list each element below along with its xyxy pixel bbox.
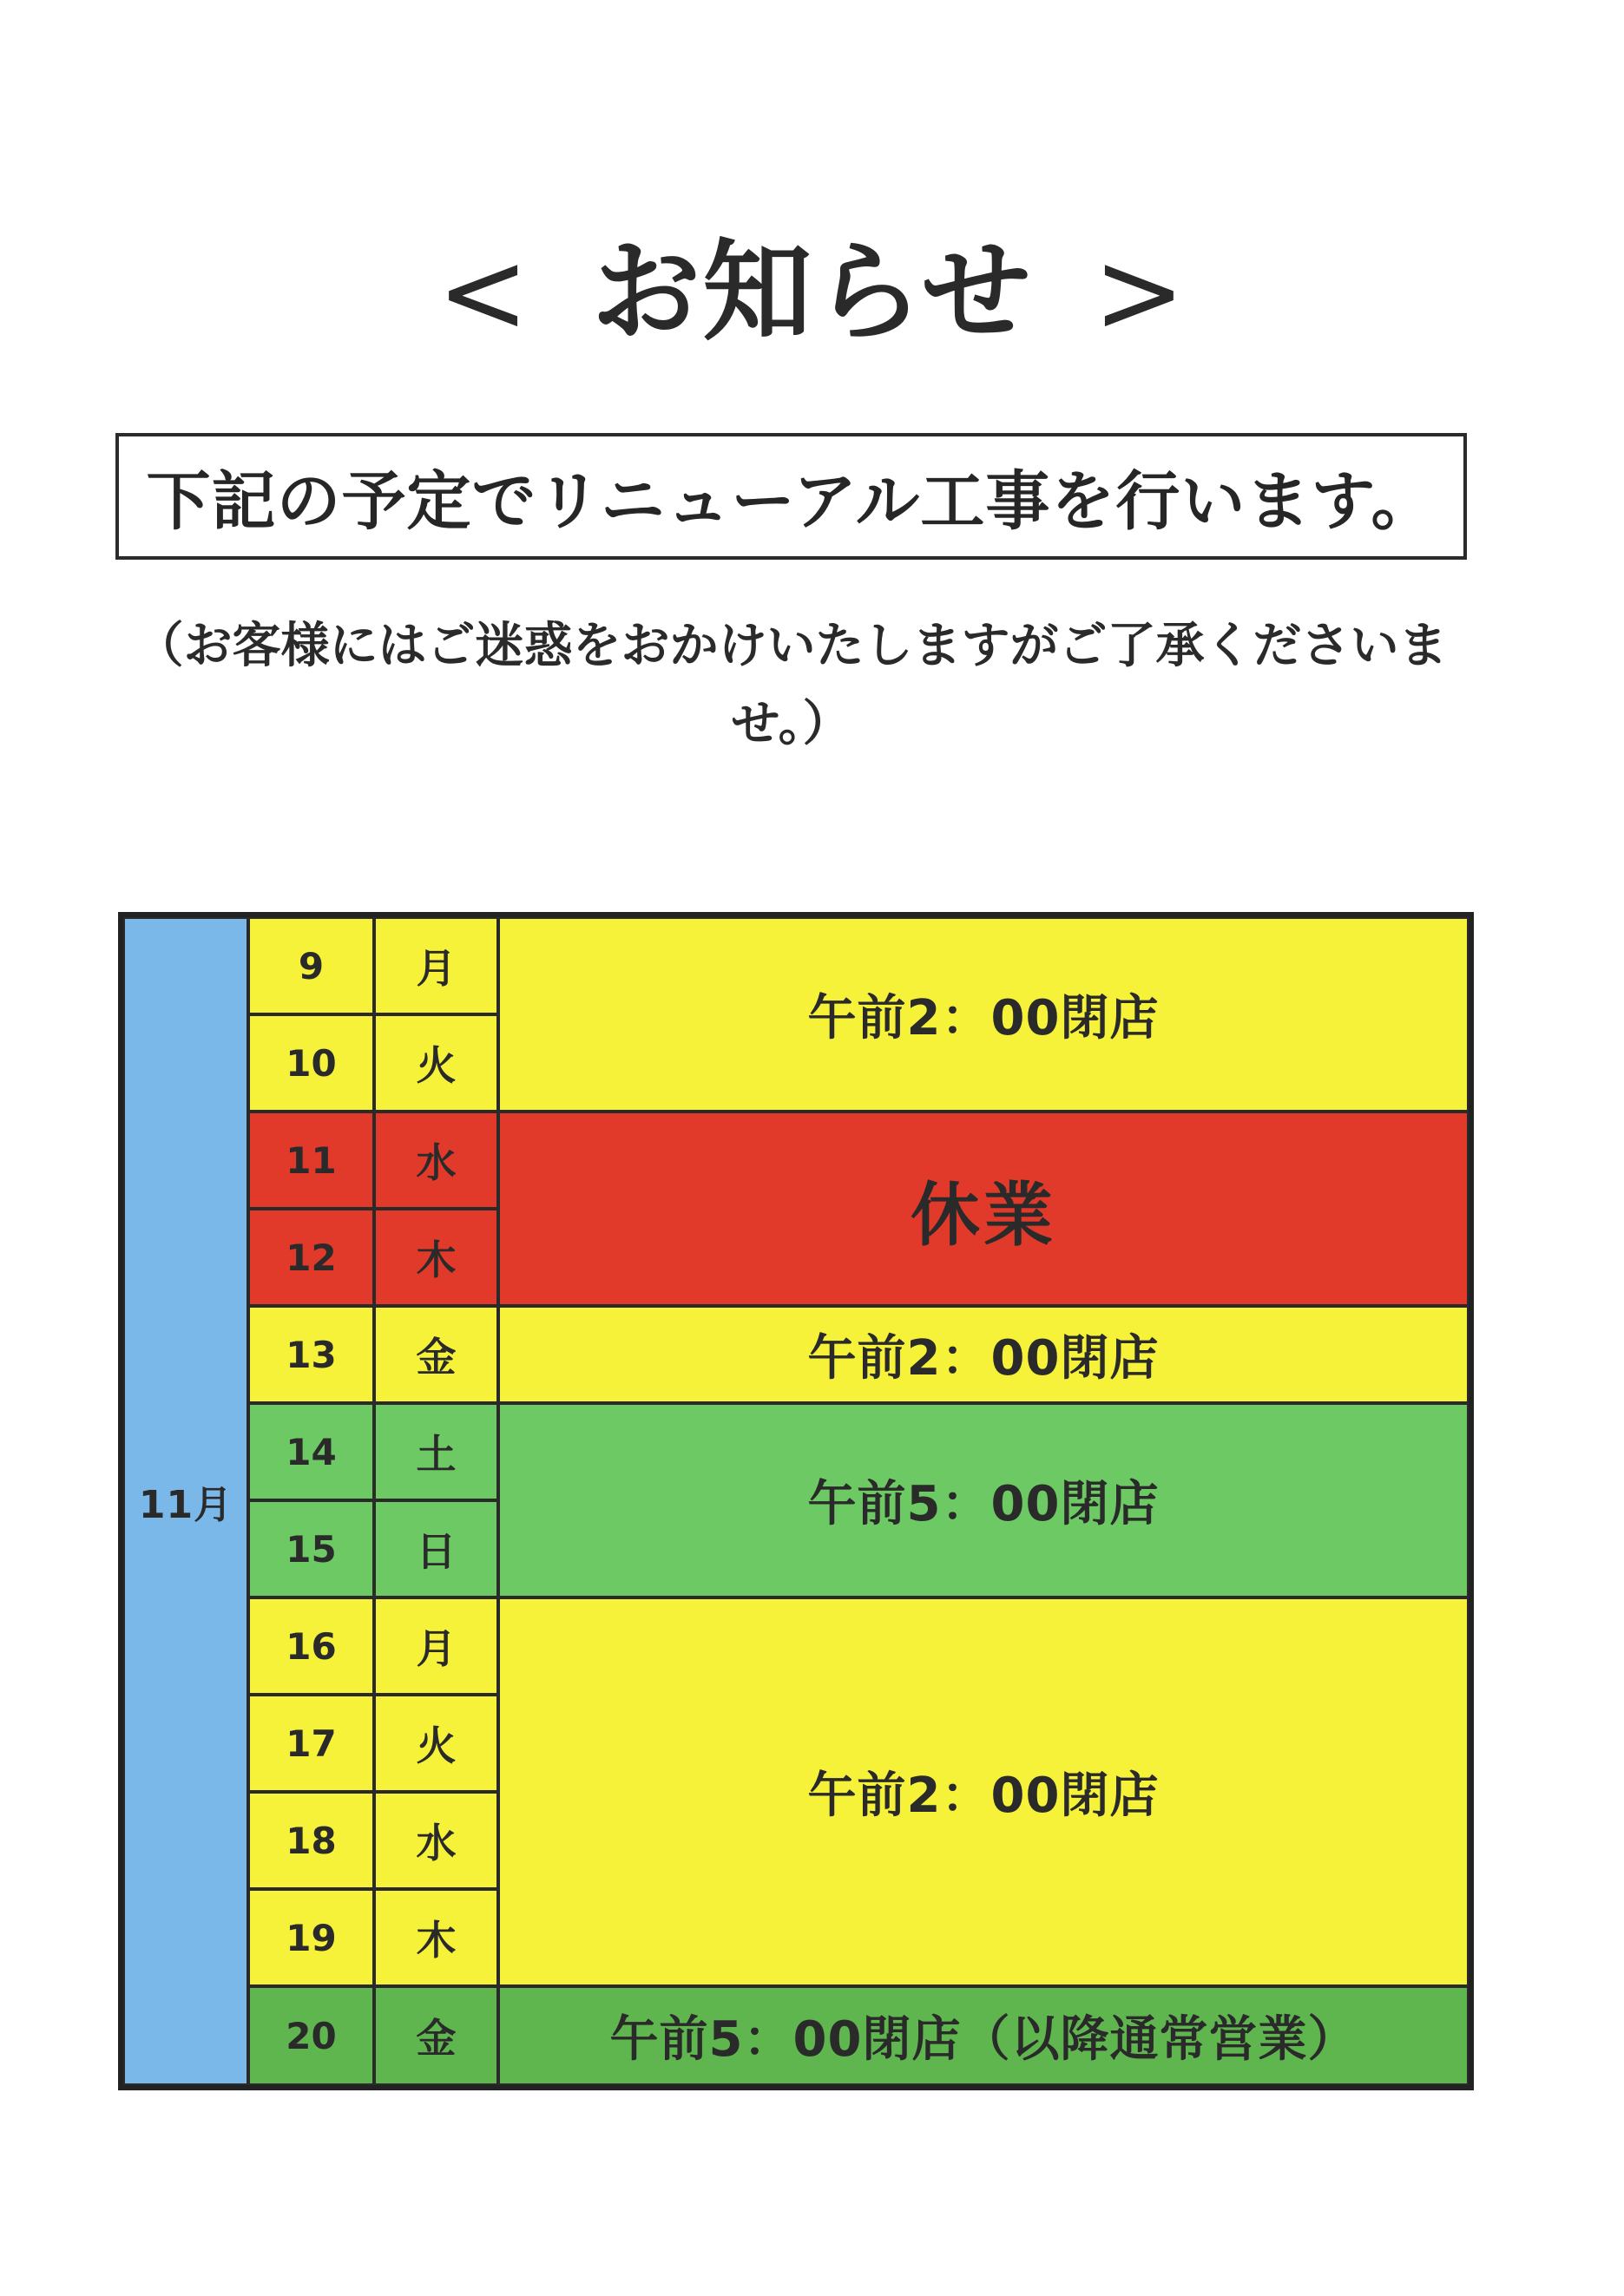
month-cell xyxy=(123,917,248,2085)
weekday-cell: 月 xyxy=(374,917,498,1014)
date-cell: 15 xyxy=(248,1500,374,1597)
status-cell: 午前5：00閉店 xyxy=(498,1403,1469,1597)
weekday-cell: 水 xyxy=(374,1792,498,1889)
date-cell: 20 xyxy=(248,1986,374,2085)
weekday-cell: 日 xyxy=(374,1500,498,1597)
weekday-cell: 水 xyxy=(374,1112,498,1209)
month-label: 11月 xyxy=(138,1483,233,1527)
weekday-cell: 火 xyxy=(374,1014,498,1112)
date-cell: 11 xyxy=(248,1112,374,1209)
date-cell: 16 xyxy=(248,1597,374,1695)
renewal-notice-box xyxy=(115,433,1467,560)
weekday-cell: 土 xyxy=(374,1403,498,1500)
weekday-cell: 金 xyxy=(374,1986,498,2085)
date-cell: 10 xyxy=(248,1014,374,1112)
weekday-cell: 木 xyxy=(374,1889,498,1986)
status-cell: 午前2：00閉店 xyxy=(498,917,1469,1112)
schedule-table xyxy=(118,912,1474,2090)
date-cell: 17 xyxy=(248,1695,374,1792)
weekday-cell: 木 xyxy=(374,1209,498,1306)
title-right-bracket: > xyxy=(1093,225,1187,359)
status-cell: 午前2：00閉店 xyxy=(498,1597,1469,1986)
status-cell-closed: 休業 xyxy=(498,1112,1469,1306)
apology-note: （お客様にはご迷惑をおかけいたしますがご了承くださいませ。） xyxy=(135,618,1448,752)
weekday-cell: 金 xyxy=(374,1306,498,1403)
date-cell: 13 xyxy=(248,1306,374,1403)
title-left-bracket: < xyxy=(437,225,531,359)
status-cell: 午前2：00閉店 xyxy=(498,1306,1469,1403)
date-cell: 19 xyxy=(248,1889,374,1986)
date-cell: 9 xyxy=(248,917,374,1014)
date-cell: 18 xyxy=(248,1792,374,1889)
title-text: お知らせ xyxy=(591,228,1033,356)
weekday-cell: 月 xyxy=(374,1597,498,1695)
renewal-notice-text: 下記の予定でリニューアル工事を行います。 xyxy=(146,464,1437,539)
date-cell: 14 xyxy=(248,1403,374,1500)
page-title xyxy=(0,227,1624,358)
date-cell: 12 xyxy=(248,1209,374,1306)
weekday-cell: 火 xyxy=(374,1695,498,1792)
status-cell: 午前5：00閉店（以降通常営業） xyxy=(498,1986,1469,2085)
